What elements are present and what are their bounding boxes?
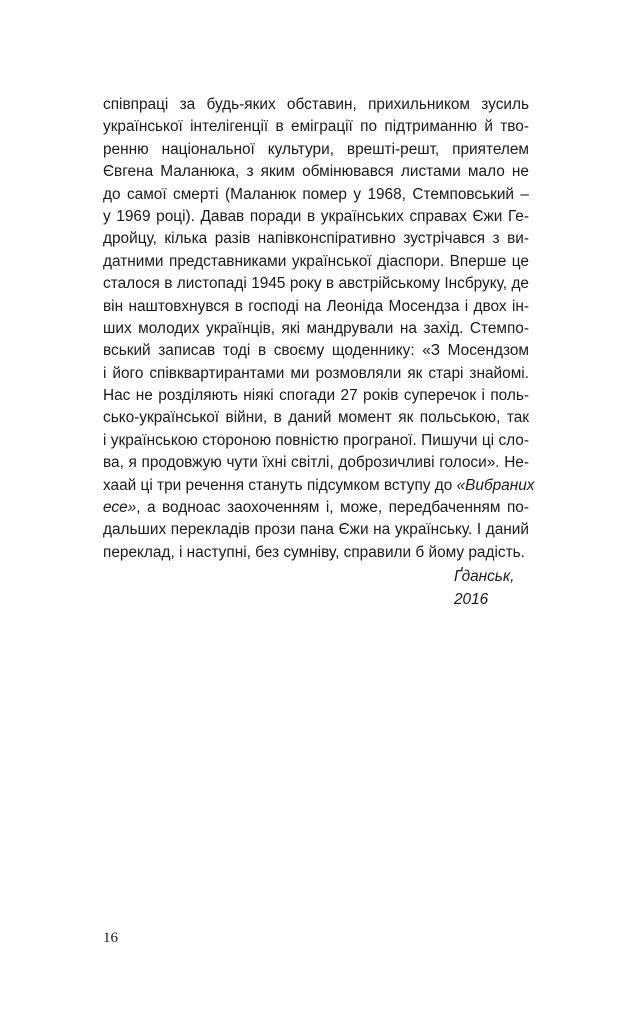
text-line: дальших перекладів прози пана Єжи на українську. І даний [103, 521, 529, 539]
text-line: Нас не розділяють ніякі спогади 27 років суперечок і поль- [103, 387, 529, 405]
text-line: переклад, і наступні, без сумніву, справили б йому радість. [103, 543, 525, 561]
text-line: дройцу, кілька разів напівконспіративно зустрічався з ви- [103, 230, 529, 248]
text-line: української інтелігенції в еміграції по підтриманню й тво- [103, 118, 529, 136]
italic-title-part: «Вибраних [456, 476, 535, 494]
text-line: і українською стороною повністю програної. Пишучи ці сло- [103, 431, 529, 449]
text-line-with-italic [103, 475, 535, 497]
text-line-with-italic [103, 497, 529, 519]
text-line: ших молодих українців, які мандрували на захід. Стемпо- [103, 319, 529, 337]
italic-title-part: есе» [103, 499, 137, 517]
signature-year: 2016 [454, 590, 489, 608]
text-line: Євгена Маланюка, з яким обмінювався листами мало не [103, 163, 529, 181]
text-line: ренню національної культури, врешті-решт, приятелем [103, 140, 529, 158]
text-line: сько-української війни, в даний момент як польською, так [103, 409, 529, 427]
text-line: він наштовхнувся в господі на Леоніда Мосендза і двох ін- [103, 297, 529, 315]
text-line: співпраці за будь-яких обставин, прихильником зусиль [103, 96, 529, 113]
page-number: 16 [103, 930, 118, 946]
text-segment: , а водноас заохоченням і, може, передбаченням по- [136, 499, 529, 517]
signature [454, 566, 514, 611]
text-line: ва, я продовжую чути їхні світлі, доброзичливі голоси». Не- [103, 454, 529, 472]
signature-place: Ґданськ, [454, 568, 515, 585]
text-line: і його співквартирантами ми розмовляли як старі знайомі. [103, 364, 529, 382]
text-line: вський записав тоді в своєму щоденнику: «З Мосендзом [103, 342, 529, 360]
text-segment: хаай ці три речення стануть підсумком вступу до [103, 476, 457, 494]
text-line: до самої смерті (Маланюк помер у 1968, Стемповський – [103, 185, 529, 203]
text-line: датними представниками української діаспори. Вперше це [103, 252, 529, 270]
text-line: сталося в листопаді 1945 року в австрійському Інсбруку, де [103, 275, 529, 293]
body-text [103, 94, 535, 564]
text-line: у 1969 році). Давав поради в українських справах Єжи Ге- [103, 207, 529, 225]
